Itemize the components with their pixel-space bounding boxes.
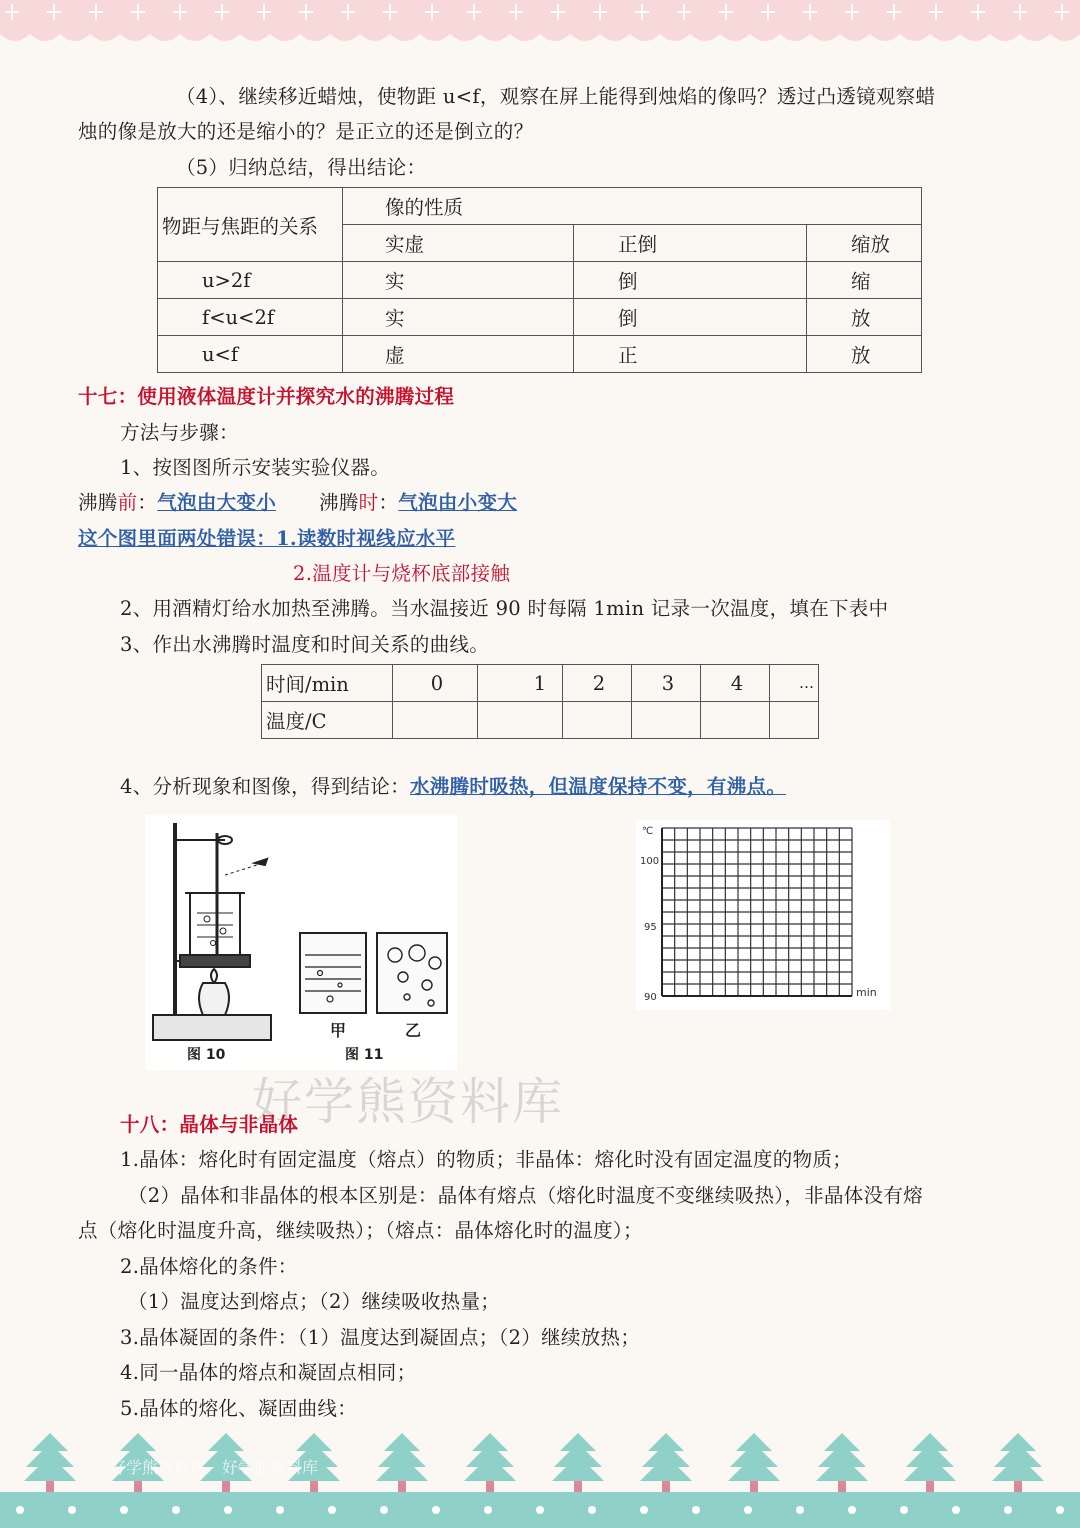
temperature-cell (563, 702, 632, 739)
scallop (90, 34, 120, 41)
tree-trunk (1014, 1481, 1022, 1492)
temperature-cell (701, 702, 770, 739)
graph-y-tick: 90 (644, 992, 657, 1003)
step-1-text: 1、按图图所示安装实验仪器。 (120, 456, 391, 479)
tree-icon (464, 1433, 516, 1481)
dot (484, 1506, 492, 1514)
temperature-time-grid (636, 820, 890, 1010)
dot (640, 1506, 648, 1514)
tree-trunk (398, 1481, 406, 1492)
section-17-title: 十七：使用液体温度计并探究水的沸腾过程 (78, 385, 455, 408)
scallop (360, 34, 390, 41)
graph-y-tick: 100 (640, 856, 660, 867)
tree-icon (640, 1433, 692, 1481)
dot (692, 1506, 700, 1514)
dot (380, 1506, 388, 1514)
scallop (210, 34, 240, 41)
scallop (660, 34, 690, 41)
scallop (780, 34, 810, 41)
table-cell: 放 (807, 299, 922, 336)
scallop (990, 34, 1020, 41)
scallop (870, 34, 900, 41)
tree-trunk (134, 1481, 142, 1492)
scallop (630, 34, 660, 41)
scallop (390, 34, 420, 41)
dot (588, 1506, 596, 1514)
table-cell: u>2f (158, 262, 343, 299)
graph-x-unit: min (856, 986, 877, 999)
dot (16, 1506, 24, 1514)
scallop (0, 34, 30, 41)
scallop (510, 34, 540, 41)
temperature-cell (770, 702, 819, 739)
top-decorative-border (0, 0, 1080, 48)
crystal-difference-line2: 点（熔化时温度升高，继续吸热）；（熔点：晶体熔化时的温度）； (78, 1219, 643, 1242)
scallop (330, 34, 360, 41)
table-row (262, 702, 819, 739)
boiling-bubbles-line: 沸腾前：气泡由大变小 沸腾时：气泡由小变大 (78, 491, 518, 514)
table-cell: 实 (343, 262, 574, 299)
footer-watermark: 好学熊资料库 (222, 1458, 319, 1477)
image-property-table (157, 187, 922, 373)
header-object-distance: 物距与焦距的关系 (158, 188, 343, 262)
scallop (270, 34, 300, 41)
temperature-record-table (261, 664, 819, 739)
scallop (690, 34, 720, 41)
scallop (480, 34, 510, 41)
crystal-definition: 1.晶体：熔化时有固定温度（熔点）的物质；非晶体：熔化时没有固定温度的物质； (120, 1148, 853, 1171)
table-row (158, 262, 922, 299)
during-label-emphasis: 时 (358, 491, 379, 514)
scallop (840, 34, 870, 41)
table-cell: 实 (343, 299, 574, 336)
figure-11-label: 图 11 (345, 1047, 384, 1063)
table-cell: 正 (574, 336, 807, 373)
table-cell: f<u<2f (158, 299, 343, 336)
scallop (120, 34, 150, 41)
during-boiling-answer: 气泡由小变大 (398, 491, 518, 514)
tree-icon (552, 1433, 604, 1481)
melting-condition-items: （1）温度达到熔点；（2）继续吸收热量； (128, 1290, 501, 1313)
scallop (420, 34, 450, 41)
boiling-apparatus-figure (145, 815, 457, 1070)
step-3-text: 3、作出水沸腾时温度和时间关系的曲线。 (120, 633, 490, 656)
time-cell: 0 (393, 665, 478, 702)
step-4-text-line2: 烛的像是放大的还是缩小的？是正立的还是倒立的？ (78, 120, 534, 143)
time-cell: 4 (701, 665, 770, 702)
tree-icon (904, 1433, 956, 1481)
scallop (540, 34, 570, 41)
scallop (720, 34, 750, 41)
scallop (810, 34, 840, 41)
beaker-a-label: 甲 (330, 1021, 347, 1040)
step-2-text: 2、用酒精灯给水加热至沸腾。当水温接近 90 时每隔 1min 记录一次温度，填在下表中 (120, 597, 889, 620)
before-label-emphasis: 前 (117, 491, 138, 514)
tree-trunk (926, 1481, 934, 1492)
subheader-magnification: 缩放 (807, 225, 922, 262)
dot (276, 1506, 284, 1514)
table-row (158, 336, 922, 373)
same-point-note: 4.同一晶体的熔点和凝固点相同； (120, 1361, 417, 1384)
scallop (300, 34, 330, 41)
dot (536, 1506, 544, 1514)
table-row (158, 299, 922, 336)
errors-line-2: 2.温度计与烧杯底部接触 (293, 562, 511, 585)
time-cell: 1 (478, 665, 563, 702)
tree-trunk (486, 1481, 494, 1492)
temperature-cell (478, 702, 563, 739)
dot (1056, 1506, 1064, 1514)
tree-trunk (838, 1481, 846, 1492)
table-cell: 放 (807, 336, 922, 373)
tree-trunk (46, 1481, 54, 1492)
tree-trunk (222, 1481, 230, 1492)
scallop (960, 34, 990, 41)
step-4-conclusion: 水沸腾时吸热，但温度保持不变，有沸点。 (409, 775, 787, 798)
table-cell: 缩 (807, 262, 922, 299)
watermark: 好学熊资料库 (252, 1073, 564, 1131)
before-label: 沸腾 (78, 491, 118, 514)
scallop (930, 34, 960, 41)
figure-10-label: 图 10 (187, 1047, 226, 1063)
header-image-nature: 像的性质 (343, 188, 922, 225)
dot (68, 1506, 76, 1514)
tree-icon (376, 1433, 428, 1481)
scallop (900, 34, 930, 41)
time-cell: 2 (563, 665, 632, 702)
graph-y-unit: ℃ (642, 826, 654, 837)
subheader-upright-inverted: 正倒 (574, 225, 807, 262)
dot (1004, 1506, 1012, 1514)
dot (744, 1506, 752, 1514)
step-4-line (120, 774, 786, 800)
scallop (450, 34, 480, 41)
table-cell: 虚 (343, 336, 574, 373)
dot (848, 1506, 856, 1514)
tree-trunk (750, 1481, 758, 1492)
scallop (60, 34, 90, 41)
errors-line-1: 这个图里面两处错误：1.读数时视线应水平 (78, 527, 456, 550)
tree-icon (24, 1433, 76, 1481)
step-4-text-line1: （4）、继续移近蜡烛，使物距 u<f，观察在屏上能得到烛焰的像吗？透过凸透镜观察蜡 (176, 85, 936, 108)
crystal-difference-line1: （2）晶体和非晶体的根本区别是：晶体有熔点（熔化时温度不变继续吸热），非晶体没有熔 (128, 1184, 923, 1207)
dot (796, 1506, 804, 1514)
melting-condition-title: 2.晶体熔化的条件： (120, 1255, 298, 1278)
section-18-title: 十八：晶体与非晶体 (120, 1113, 299, 1136)
dot (172, 1506, 180, 1514)
scallop (240, 34, 270, 41)
table-cell: u<f (158, 336, 343, 373)
subheader-real-virtual: 实虚 (343, 225, 574, 262)
table-row (262, 665, 819, 702)
step-4-prefix: 4、分析现象和图像，得到结论： (120, 775, 410, 798)
step-5-text: （5）归纳总结，得出结论： (176, 156, 427, 179)
graph-y-tick: 95 (644, 922, 657, 933)
scallop (600, 34, 630, 41)
tree-trunk (574, 1481, 582, 1492)
time-row-label: 时间/min (262, 665, 393, 702)
dot (224, 1506, 232, 1514)
beaker-b-label: 乙 (405, 1021, 422, 1040)
during-label: 沸腾 (319, 491, 359, 514)
tree-icon (992, 1433, 1044, 1481)
scallop (150, 34, 180, 41)
footer-watermark: 好学熊资料库 (110, 1458, 207, 1477)
dot (120, 1506, 128, 1514)
tree-trunk (310, 1481, 318, 1492)
dot (900, 1506, 908, 1514)
dot (952, 1506, 960, 1514)
time-cell: … (770, 665, 819, 702)
scallop (180, 34, 210, 41)
before-boiling-answer: 气泡由大变小 (157, 491, 277, 514)
time-cell: 3 (632, 665, 701, 702)
temperature-row-label: 温度/C (262, 702, 393, 739)
dot (432, 1506, 440, 1514)
temperature-cell (393, 702, 478, 739)
temperature-cell (632, 702, 701, 739)
scallop (1020, 34, 1050, 41)
method-label: 方法与步骤： (120, 421, 239, 444)
solidify-condition: 3.晶体凝固的条件：（1）温度达到凝固点；（2）继续放热； (120, 1326, 641, 1349)
table-cell: 倒 (574, 262, 807, 299)
scallop (1050, 34, 1080, 41)
tree-icon (728, 1433, 780, 1481)
scallop (570, 34, 600, 41)
scallop (750, 34, 780, 41)
tree-trunk (662, 1481, 670, 1492)
scallop (30, 34, 60, 41)
tree-icon (816, 1433, 868, 1481)
table-cell: 倒 (574, 299, 807, 336)
curve-title: 5.晶体的熔化、凝固曲线： (120, 1397, 358, 1420)
dot (328, 1506, 336, 1514)
